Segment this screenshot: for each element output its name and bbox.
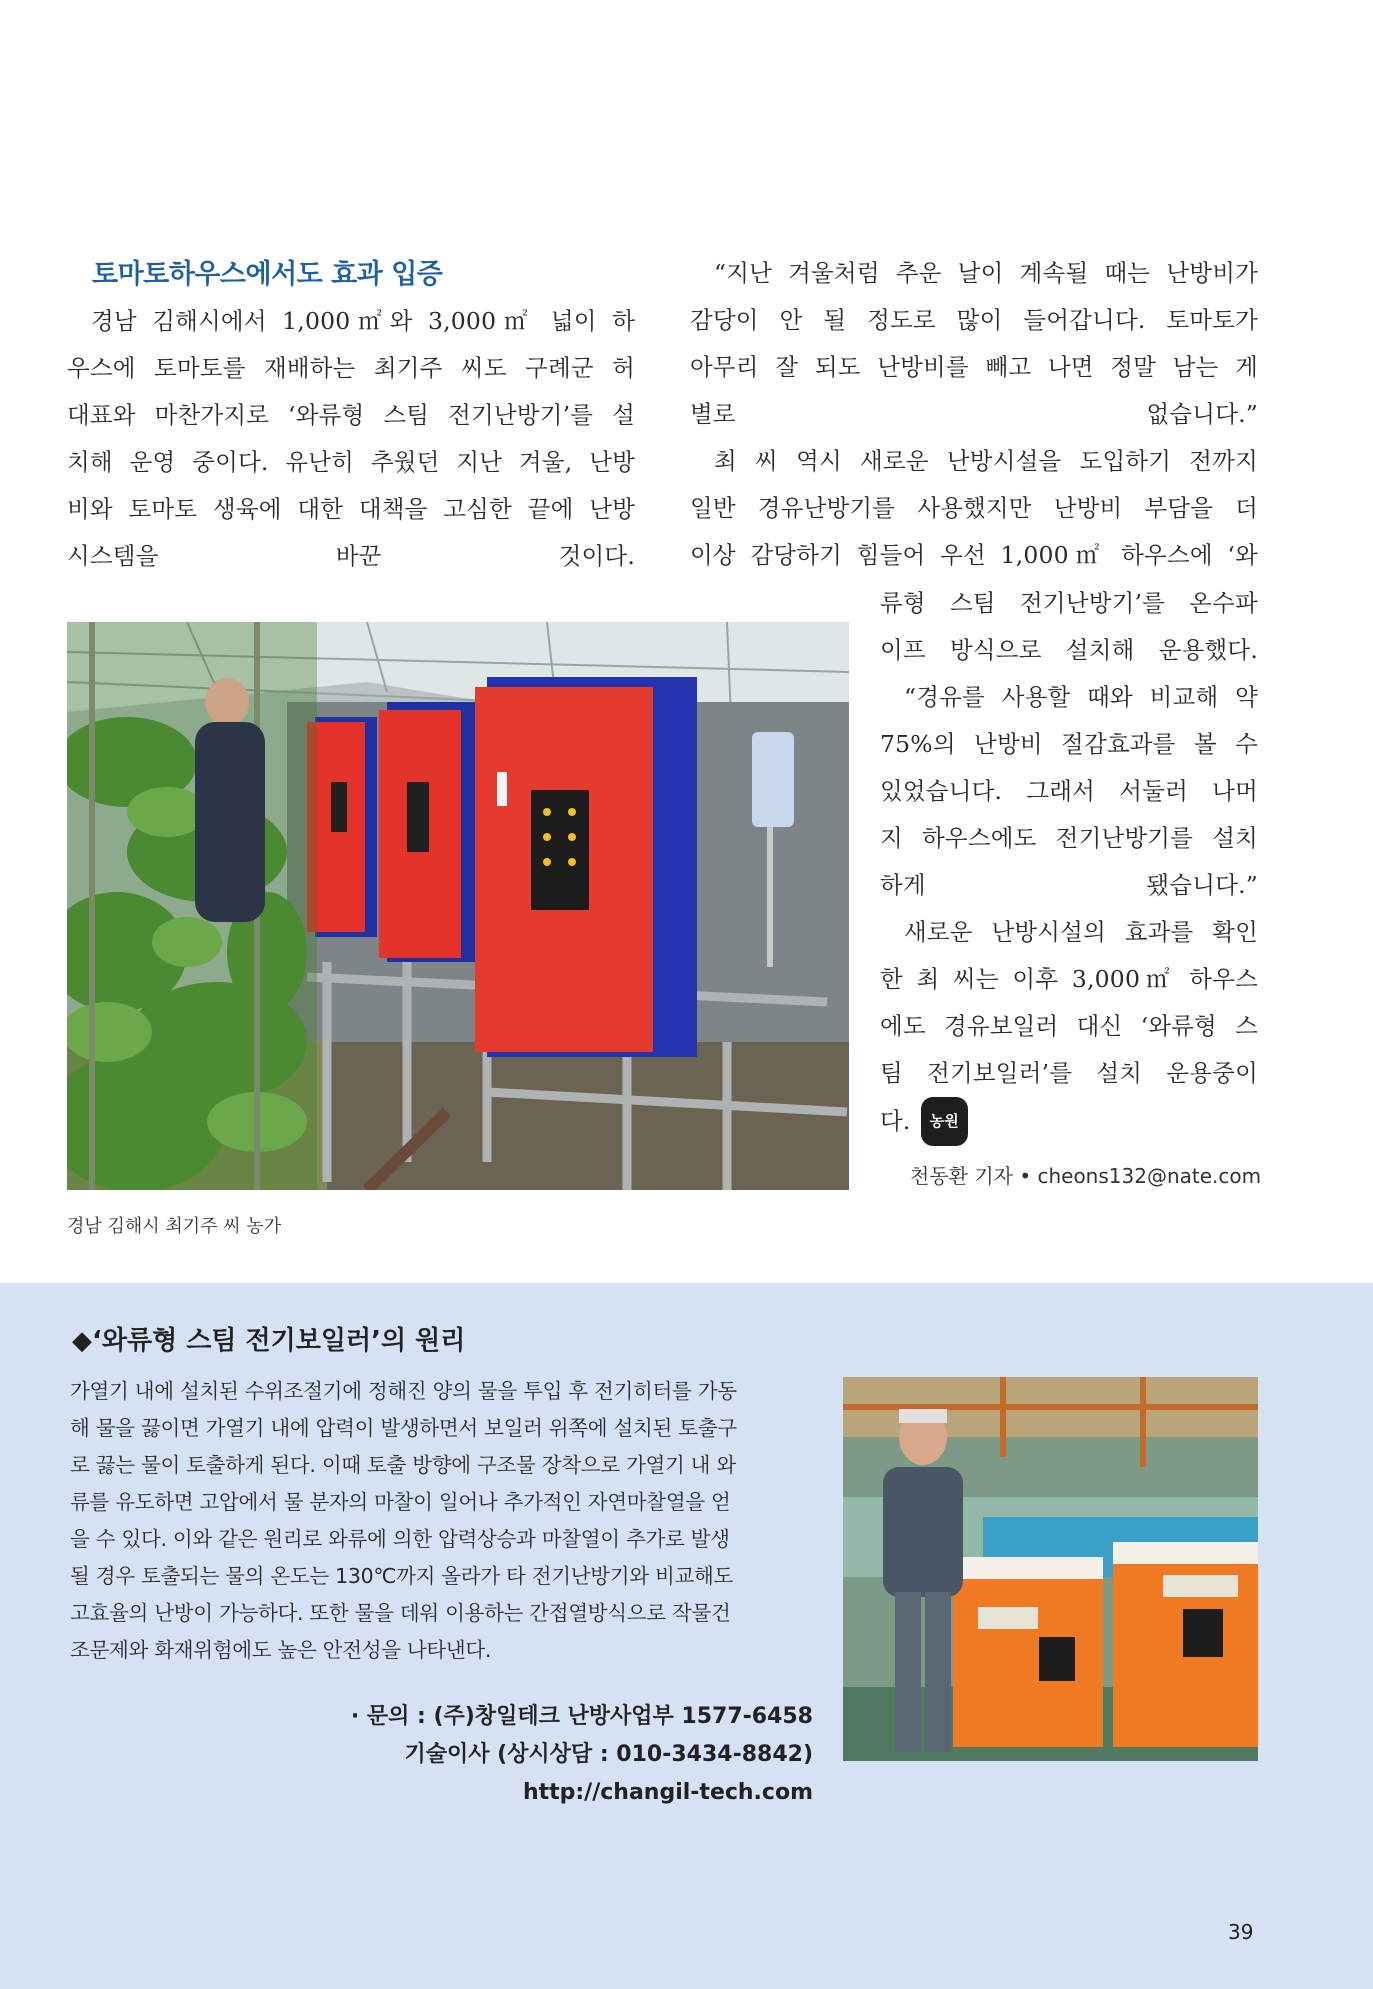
text-line: 새로운 난방시설의 효과를 확인 [904, 918, 1258, 946]
contact-block [351, 1698, 813, 1812]
info-box-body [70, 1373, 812, 1669]
right-column-text-lower [880, 580, 1258, 1146]
text-line: 에도 경유보일러 대신 ‘와류형 스 [880, 1012, 1258, 1040]
text-line: 한 최 씨는 이후 3,000㎡ 하우스 [880, 965, 1258, 993]
text-line: 될 경우 토출되는 물의 온도는 130℃까지 올라가 타 전기난방기와 비교해도 [70, 1564, 733, 1588]
greenhouse-boiler-photo [67, 622, 849, 1190]
text-line: 경남 김해시에서 1,000㎡와 3,000㎡ 넓이 하 [91, 307, 635, 335]
text-line: 아무리 잘 되도 난방비를 빼고 나면 정말 남는 게 [690, 353, 1258, 381]
text-line: 이상 감당하기 힘들어 우선 1,000㎡ 하우스에 ‘와 [690, 541, 1258, 569]
text-line: 다. [880, 1107, 911, 1135]
text-line: 조문제와 화재위험에도 높은 안전성을 나타낸다. [70, 1638, 492, 1662]
text-line: 감당이 안 될 정도로 많이 들어갑니다. 토마토가 [690, 306, 1258, 334]
info-box-heading: ◆‘와류형 스팀 전기보일러’의 원리 [72, 1326, 466, 1356]
text-line: 최 씨 역시 새로운 난방시설을 도입하기 전까지 [714, 447, 1258, 475]
contact-phone: · 문의 : (주)창일테크 난방사업부 1577-6458 [350, 1704, 813, 1729]
text-line: 을 수 있다. 이와 같은 원리로 와류에 의한 압력상승과 마찰열이 추가로 발생 [70, 1527, 730, 1551]
text-line: 일반 경유난방기를 사용했지만 난방비 부담을 더 [690, 494, 1258, 522]
text-line: 지 하우스에도 전기난방기를 설치 [880, 824, 1258, 852]
text-line: 팀 전기보일러’를 설치 운용중이 [880, 1059, 1258, 1087]
greenhouse-illustration [67, 622, 849, 1190]
reporter-byline: 천동환 기자 • cheons132@nate.com [910, 1164, 1262, 1188]
text-line: 이프 방식으로 설치해 운용했다. [880, 636, 1258, 664]
text-line: 75%의 난방비 절감효과를 볼 수 [880, 730, 1258, 758]
text-line: 류를 유도하면 고압에서 물 분자의 마찰이 일어나 추가적인 자연마찰열을 얻 [70, 1490, 731, 1514]
text-line: 비와 토마토 생육에 대한 대책을 고심한 끝에 난방 [67, 495, 635, 523]
text-line: 대표와 마찬가지로 ‘와류형 스팀 전기난방기’를 설 [67, 401, 635, 429]
text-line: 우스에 토마토를 재배하는 최기주 씨도 구례군 허 [67, 354, 635, 382]
text-line: “지난 겨울처럼 추운 날이 계속될 때는 난방비가 [714, 259, 1258, 287]
contact-website-link[interactable]: http://changil-tech.com [522, 1780, 813, 1805]
publication-badge: 농원 [921, 1097, 968, 1146]
factory-boiler-photo [843, 1377, 1258, 1761]
section-heading: 토마토하우스에서도 효과 입증 [92, 259, 443, 290]
text-line: 고효율의 난방이 가능하다. 또한 물을 데워 이용하는 간접열방식으로 작물건 [70, 1601, 731, 1625]
text-line: 치해 운영 중이다. 유난히 추웠던 지난 겨울, 난방 [67, 448, 635, 476]
text-line: 가열기 내에 설치된 수위조절기에 정해진 양의 물을 투입 후 전기히터를 가동 [70, 1379, 737, 1403]
text-line: 시스템을 바꾼 것이다. [67, 542, 635, 570]
contact-consult: 기술이사 (상시상담 : 010-3434-8842) [404, 1742, 813, 1767]
page-number: 39 [1228, 1920, 1254, 1944]
photo-caption: 경남 김해시 최기주 씨 농가 [67, 1216, 282, 1237]
text-line: 로 끓는 물이 토출하게 된다. 이때 토출 방향에 구조물 장착으로 가열기 내 와 [70, 1453, 736, 1477]
text-line-final [880, 1097, 1258, 1146]
text-line: 해 물을 끓이면 가열기 내에 압력이 발생하면서 보일러 위쪽에 설치된 토출구 [70, 1416, 737, 1440]
factory-illustration [843, 1377, 1258, 1761]
text-line: 류형 스팀 전기난방기’를 온수파 [880, 589, 1258, 617]
text-line: 하게 됐습니다.” [880, 871, 1258, 899]
right-column-text-upper [690, 250, 1258, 579]
text-line: 별로 없습니다.” [690, 400, 1258, 428]
text-line: “경유를 사용할 때와 비교해 약 [904, 683, 1258, 711]
left-column-text [67, 298, 635, 580]
text-line: 있었습니다. 그래서 서둘러 나머 [880, 777, 1258, 805]
